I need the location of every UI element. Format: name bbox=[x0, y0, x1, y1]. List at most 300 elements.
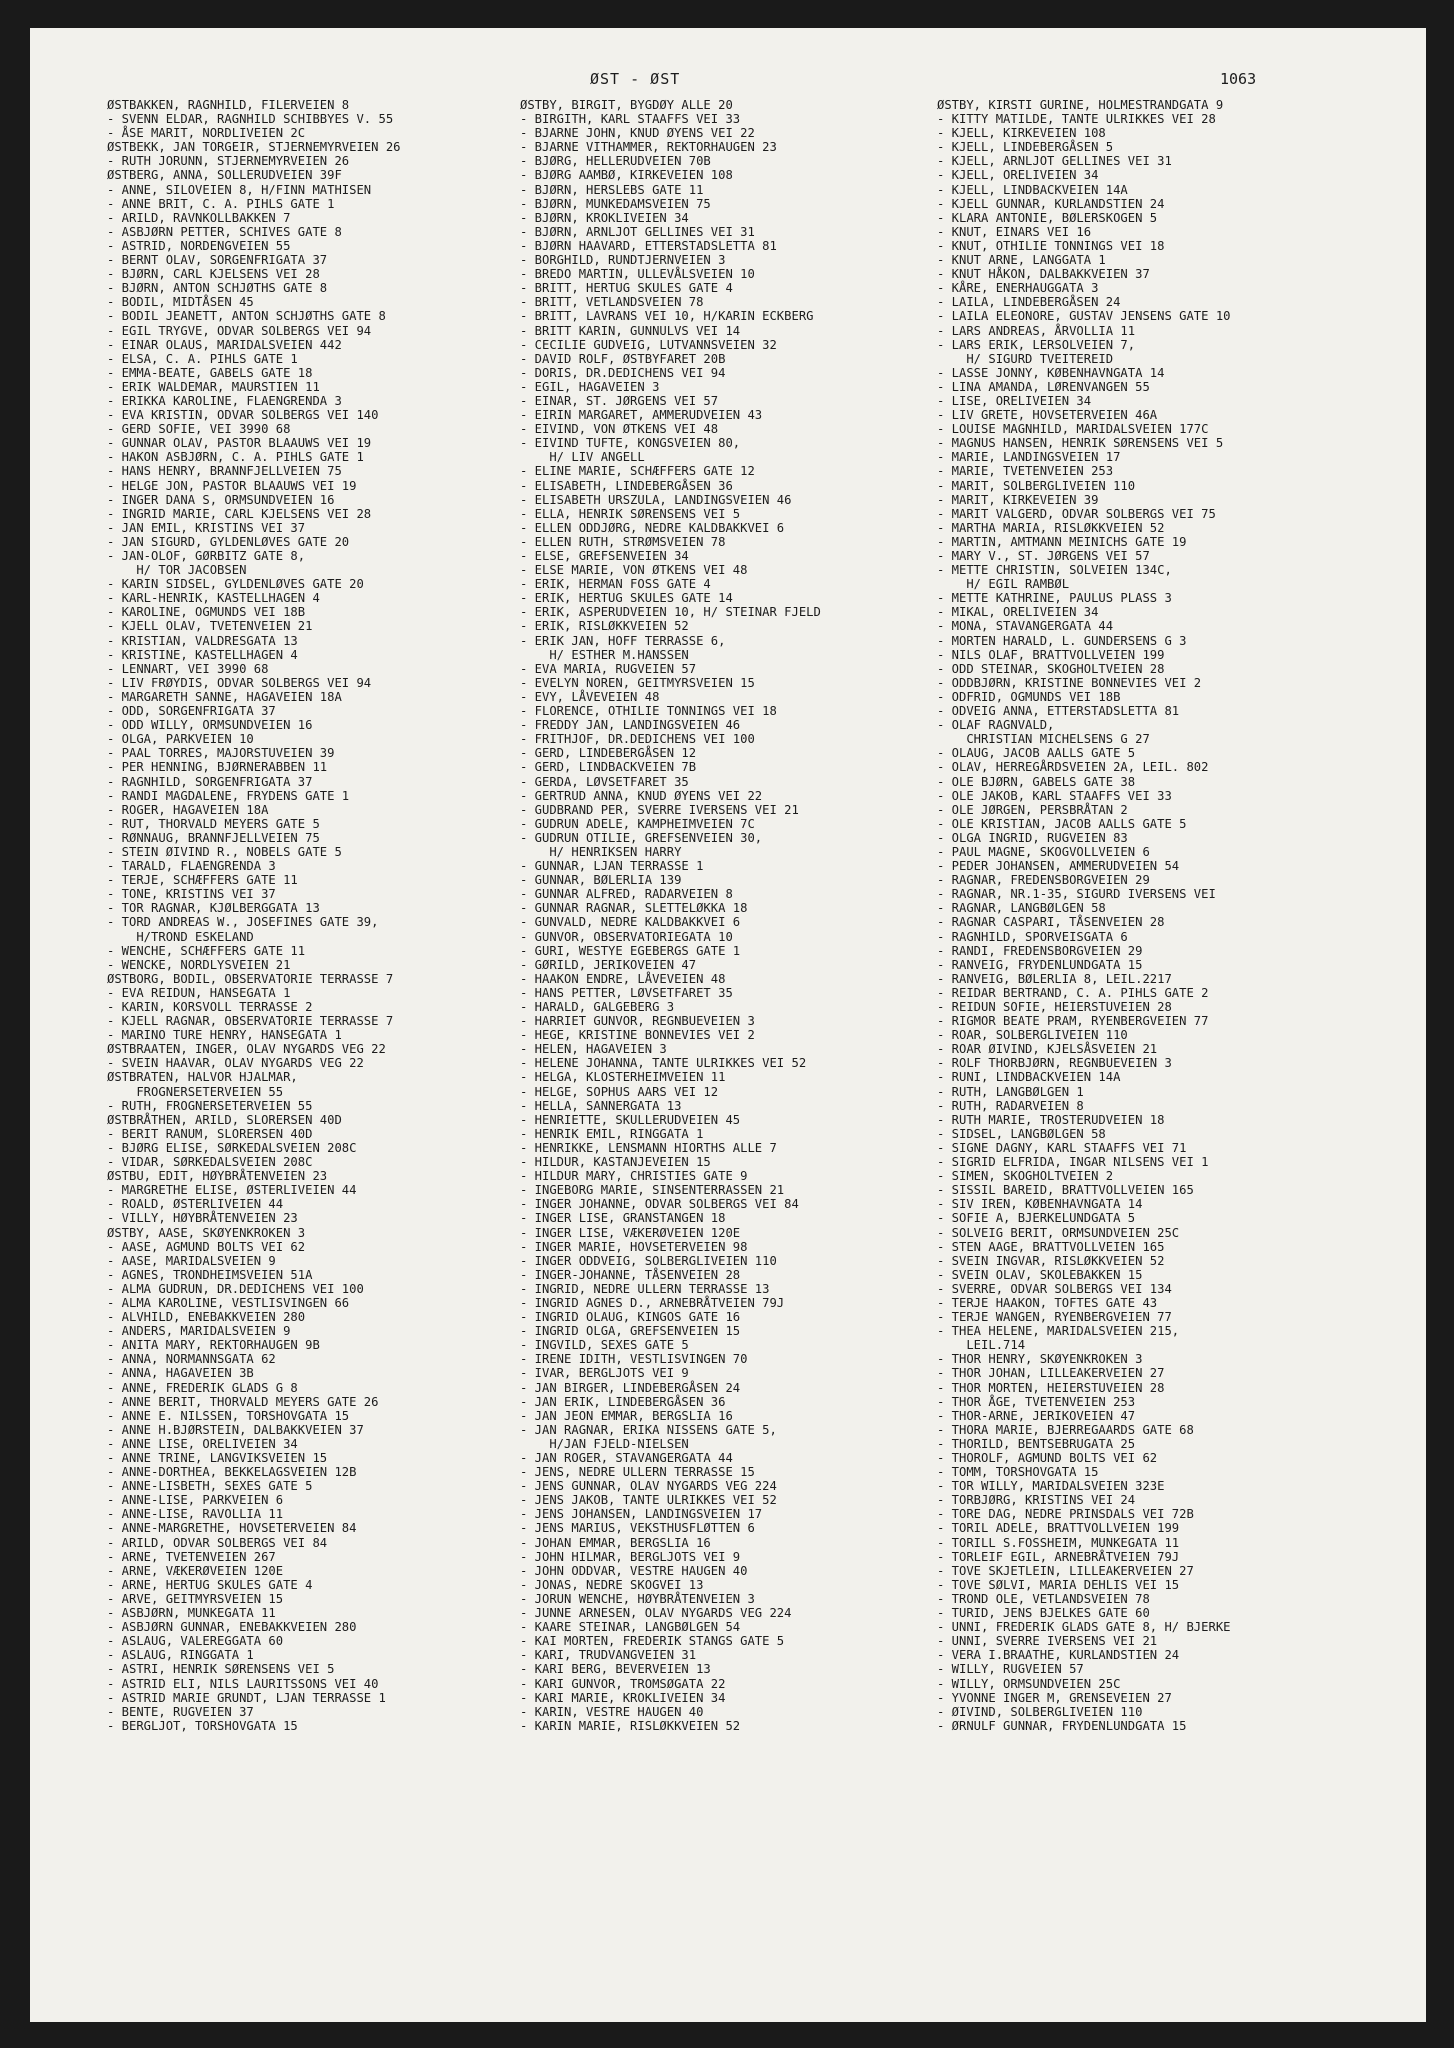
directory-entry: - BJØRN, ARNLJOT GELLINES VEI 31 bbox=[520, 224, 755, 239]
directory-entry: - TORILL S.FOSSHEIM, MUNKEGATA 11 bbox=[937, 1535, 1180, 1550]
directory-entry: - GERD, LINDEBERGÅSEN 12 bbox=[520, 746, 697, 761]
directory-entry: - ANNE, SILOVEIEN 8, H/FINN MATHISEN bbox=[107, 182, 372, 197]
directory-entry: - BJØRN HAAVARD, ETTERSTADSLETTA 81 bbox=[520, 238, 777, 253]
directory-entry: - ARVE, GEITMYRSVEIEN 15 bbox=[107, 1591, 284, 1606]
directory-entry: - GERD, LINDBACKVEIEN 7B bbox=[520, 760, 697, 775]
directory-entry: - ODD STEINAR, SKOGHOLTVEIEN 28 bbox=[937, 661, 1165, 676]
directory-entry: - SIGNE DAGNY, KARL STAAFFS VEI 71 bbox=[937, 1140, 1187, 1155]
directory-entry: ØSTBAKKEN, RAGNHILD, FILERVEIEN 8 bbox=[107, 98, 350, 112]
directory-entry: - ANNE-MARGRETHE, HOVSETERVEIEN 84 bbox=[107, 1521, 357, 1536]
directory-entry: - KJELL, ORELIVEIEN 34 bbox=[937, 168, 1099, 183]
directory-entry: - SVEIN HAAVAR, OLAV NYGARDS VEG 22 bbox=[107, 1056, 364, 1071]
directory-entry: - ELLEN RUTH, STRØMSVEIEN 78 bbox=[520, 534, 726, 549]
directory-entry: - ANNA, NORMANNSGATA 62 bbox=[107, 1352, 276, 1367]
directory-entry: - SIGRID ELFRIDA, INGAR NILSENS VEI 1 bbox=[937, 1155, 1209, 1170]
directory-entry: - ANNE-LISE, PARKVEIEN 6 bbox=[107, 1493, 284, 1508]
directory-entry: - KJELL, LINDBACKVEIEN 14A bbox=[937, 182, 1128, 197]
directory-entry: - BRITT KARIN, GUNNULVS VEI 14 bbox=[520, 323, 741, 338]
directory-entry: - SISSIL BAREID, BRATTVOLLVEIEN 165 bbox=[937, 1183, 1194, 1198]
directory-entry: - RANVEIG, FRYDENLUNDGATA 15 bbox=[937, 957, 1143, 972]
directory-entry: H/ HENRIKSEN HARRY bbox=[520, 844, 682, 859]
directory-entry: - TORBJØRG, KRISTINS VEI 24 bbox=[937, 1493, 1136, 1508]
directory-entry: - ERIK, HERTUG SKULES GATE 14 bbox=[520, 591, 733, 606]
directory-entry: - BJØRN, ANTON SCHJØTHS GATE 8 bbox=[107, 281, 328, 296]
directory-entry: H/ ESTHER M.HANSSEN bbox=[520, 647, 689, 662]
directory-entry: - ELSA, C. A. PIHLS GATE 1 bbox=[107, 351, 298, 366]
directory-entry: - HAAKON ENDRE, LÅVEVEIEN 48 bbox=[520, 971, 726, 986]
directory-entry: - WILLY, ORMSUNDVEIEN 25C bbox=[937, 1676, 1121, 1691]
directory-entry: ØSTBEKK, JAN TORGEIR, STJERNEMYRVEIEN 26 bbox=[107, 140, 401, 155]
page-number: 1063 bbox=[1220, 70, 1257, 88]
directory-entry: - RAGNAR CASPARI, TÅSENVEIEN 28 bbox=[937, 915, 1165, 930]
directory-entry: - ELLA, HENRIK SØRENSENS VEI 5 bbox=[520, 506, 741, 521]
directory-entry: - OLAV, HERREGÅRDSVEIEN 2A, LEIL. 802 bbox=[937, 760, 1209, 775]
directory-entry: - INGER LISE, GRANSTANGEN 18 bbox=[520, 1211, 726, 1226]
directory-entry: - JAN SIGURD, GYLDENLØVES GATE 20 bbox=[107, 534, 350, 549]
directory-entry: - TONE, KRISTINS VEI 37 bbox=[107, 887, 276, 902]
directory-entry: - RUTH, FROGNERSETERVEIEN 55 bbox=[107, 1098, 313, 1113]
directory-entry: - INGRID AGNES D., ARNEBRÅTVEIEN 79J bbox=[520, 1295, 785, 1310]
directory-entry: - OLE JØRGEN, PERSBRÅTAN 2 bbox=[937, 802, 1128, 817]
directory-entry: - FLORENCE, OTHILIE TONNINGS VEI 18 bbox=[520, 704, 777, 719]
directory-entry: - TOMM, TORSHOVGATA 15 bbox=[937, 1465, 1099, 1480]
directory-entry: - LISE, ORELIVEIEN 34 bbox=[937, 393, 1092, 408]
directory-entry: - LAILA ELEONORE, GUSTAV JENSENS GATE 10 bbox=[937, 309, 1231, 324]
directory-entry: - RAGNHILD, SORGENFRIGATA 37 bbox=[107, 774, 313, 789]
directory-entry: - RUTH JORUNN, STJERNEMYRVEIEN 26 bbox=[107, 154, 350, 169]
directory-entry: - LAILA, LINDEBERGÅSEN 24 bbox=[937, 295, 1121, 310]
directory-entry: - VERA I.BRAATHE, KURLANDSTIEN 24 bbox=[937, 1648, 1180, 1663]
directory-entry: - INGEBORG MARIE, SINSENTERRASSEN 21 bbox=[520, 1183, 785, 1198]
directory-entry: - EVY, LÅVEVEIEN 48 bbox=[520, 689, 660, 704]
directory-entry: - JENS MARIUS, VEKSTHUSFLØTTEN 6 bbox=[520, 1521, 755, 1536]
directory-entry: - ROALD, ØSTERLIVEIEN 44 bbox=[107, 1197, 284, 1212]
directory-entry: - TERJE WANGEN, RYENBERGVEIEN 77 bbox=[937, 1310, 1172, 1325]
directory-entry: - RAGNAR, FREDENSBORGVEIEN 29 bbox=[937, 873, 1150, 888]
directory-entry: - JOHN HILMAR, BERGLJOTS VEI 9 bbox=[520, 1549, 741, 1564]
directory-entry: - GUNNAR OLAV, PASTOR BLAAUWS VEI 19 bbox=[107, 436, 372, 451]
directory-entry: - KÅRE, ENERHAUGGATA 3 bbox=[937, 281, 1099, 296]
column-2 bbox=[520, 98, 950, 1733]
directory-entry: - ANITA MARY, REKTORHAUGEN 9B bbox=[107, 1338, 320, 1353]
directory-entry: - FREDDY JAN, LANDINGSVEIEN 46 bbox=[520, 718, 741, 733]
directory-entry: - GERDA, LØVSETFARET 35 bbox=[520, 774, 689, 789]
directory-entry: - ELISABETH, LINDEBERGÅSEN 36 bbox=[520, 478, 733, 493]
directory-entry: - HELGE, SOPHUS AARS VEI 12 bbox=[520, 1084, 719, 1099]
directory-entry: - KJELL, ARNLJOT GELLINES VEI 31 bbox=[937, 154, 1172, 169]
directory-entry: - BRITT, LAVRANS VEI 10, H/KARIN ECKBERG bbox=[520, 309, 814, 324]
directory-entry: - GURI, WESTYE EGEBERGS GATE 1 bbox=[520, 943, 741, 958]
directory-entry: - MARGARETH SANNE, HAGAVEIEN 18A bbox=[107, 689, 342, 704]
directory-entry: - THORA MARIE, BJERREGAARDS GATE 68 bbox=[937, 1422, 1194, 1437]
directory-entry: - ROAR, SOLBERGLIVEIEN 110 bbox=[937, 1028, 1128, 1043]
directory-entry: - ALVHILD, ENEBAKKVEIEN 280 bbox=[107, 1310, 306, 1325]
directory-entry: - BJØRN, MUNKEDAMSVEIEN 75 bbox=[520, 196, 711, 211]
directory-entry: - LIV FRØYDIS, ODVAR SOLBERGS VEI 94 bbox=[107, 675, 372, 690]
directory-entry: - ANNE-LISBETH, SEXES GATE 5 bbox=[107, 1479, 313, 1494]
directory-entry: - KARIN MARIE, RISLØKKVEIEN 52 bbox=[520, 1718, 741, 1733]
directory-entry: - SVENN ELDAR, RAGNHILD SCHIBBYES V. 55 bbox=[107, 112, 394, 127]
directory-entry: - BJØRG AAMBØ, KIRKEVEIEN 108 bbox=[520, 168, 733, 183]
directory-entry: - INGER DANA S, ORMSUNDVEIEN 16 bbox=[107, 492, 335, 507]
directory-entry: - JENS GUNNAR, OLAV NYGARDS VEG 224 bbox=[520, 1479, 777, 1494]
directory-entry: - INGER ODDVEIG, SOLBERGLIVEIEN 110 bbox=[520, 1253, 777, 1268]
directory-entry: H/TROND ESKELAND bbox=[107, 929, 254, 944]
directory-entry: - ANDERS, MARIDALSVEIEN 9 bbox=[107, 1324, 291, 1339]
directory-entry: - EGIL TRYGVE, ODVAR SOLBERGS VEI 94 bbox=[107, 323, 372, 338]
directory-entry: H/ SIGURD TVEITEREID bbox=[937, 351, 1114, 366]
directory-entry: - ARNE, HERTUG SKULES GATE 4 bbox=[107, 1577, 313, 1592]
directory-entry: - MAGNUS HANSEN, HENRIK SØRENSENS VEI 5 bbox=[937, 436, 1224, 451]
directory-entry: - JORUN WENCHE, HØYBRÅTENVEIEN 3 bbox=[520, 1591, 755, 1606]
directory-entry: - KJELL RAGNAR, OBSERVATORIE TERRASSE 7 bbox=[107, 1014, 394, 1029]
directory-entry: - ERIKKA KAROLINE, FLAENGRENDA 3 bbox=[107, 393, 342, 408]
directory-entry: - SVEIN INGVAR, RISLØKKVEIEN 52 bbox=[937, 1253, 1165, 1268]
directory-entry: - NILS OLAF, BRATTVOLLVEIEN 199 bbox=[937, 647, 1165, 662]
directory-entry: - DAVID ROLF, ØSTBYFARET 20B bbox=[520, 351, 726, 366]
directory-entry: - GERTRUD ANNA, KNUD ØYENS VEI 22 bbox=[520, 788, 763, 803]
directory-entry: - BJARNE VITHAMMER, REKTORHAUGEN 23 bbox=[520, 140, 777, 155]
directory-entry: - KJELL, KIRKEVEIEN 108 bbox=[937, 126, 1106, 141]
directory-entry: - ANNE, FREDERIK GLADS G 8 bbox=[107, 1380, 298, 1395]
directory-entry: - BORGHILD, RUNDTJERNVEIEN 3 bbox=[520, 253, 726, 268]
directory-entry: - AASE, MARIDALSVEIEN 9 bbox=[107, 1253, 276, 1268]
directory-entry: - THOR MORTEN, HEIERSTUVEIEN 28 bbox=[937, 1380, 1165, 1395]
directory-entry: - SOFIE A, BJERKELUNDGATA 5 bbox=[937, 1211, 1136, 1226]
directory-entry: - REIDAR BERTRAND, C. A. PIHLS GATE 2 bbox=[937, 985, 1209, 1000]
directory-entry: - HELLA, SANNERGATA 13 bbox=[520, 1098, 682, 1113]
directory-entry: - JAN-OLOF, GØRBITZ GATE 8, bbox=[107, 549, 306, 563]
directory-entry: - BREDO MARTIN, ULLEVÅLSVEIEN 10 bbox=[520, 267, 755, 282]
directory-entry: - MARIT, KIRKEVEIEN 39 bbox=[937, 492, 1099, 507]
directory-entry: - KARI BERG, BEVERVEIEN 13 bbox=[520, 1662, 711, 1677]
directory-entry: - TOR RAGNAR, KJØLBERGGATA 13 bbox=[107, 901, 320, 916]
directory-entry: - JUNNE ARNESEN, OLAV NYGARDS VEG 224 bbox=[520, 1606, 792, 1621]
directory-entry: - ELSE MARIE, VON ØTKENS VEI 48 bbox=[520, 563, 748, 578]
directory-entry: ØSTBU, EDIT, HØYBRÅTENVEIEN 23 bbox=[107, 1169, 328, 1184]
directory-entry: - ASBJØRN, MUNKEGATA 11 bbox=[107, 1606, 276, 1621]
directory-entry: - JOHAN EMMAR, BERGSLIA 16 bbox=[520, 1535, 711, 1550]
directory-entry: - HILDUR MARY, CHRISTIES GATE 9 bbox=[520, 1169, 748, 1184]
directory-entry: - THOR ÅGE, TVETENVEIEN 253 bbox=[937, 1394, 1136, 1409]
directory-entry: - BJARNE JOHN, KNUD ØYENS VEI 22 bbox=[520, 126, 755, 141]
directory-entry: ØSTBORG, BODIL, OBSERVATORIE TERRASSE 7 bbox=[107, 971, 394, 986]
directory-entry: - KARI MARIE, KROKLIVEIEN 34 bbox=[520, 1690, 726, 1705]
directory-entry: - GUDBRAND PER, SVERRE IVERSENS VEI 21 bbox=[520, 802, 799, 817]
directory-entry: - INGRID MARIE, CARL KJELSENS VEI 28 bbox=[107, 506, 372, 521]
directory-entry: - INGVILD, SEXES GATE 5 bbox=[520, 1338, 689, 1353]
directory-entry: - ARNE, TVETENVEIEN 267 bbox=[107, 1549, 276, 1564]
directory-entry: - LASSE JONNY, KØBENHAVNGATA 14 bbox=[937, 365, 1165, 380]
directory-entry: - EIRIN MARGARET, AMMERUDVEIEN 43 bbox=[520, 408, 763, 423]
directory-entry: - ODVEIG ANNA, ETTERSTADSLETTA 81 bbox=[937, 704, 1180, 719]
directory-entry: - SVEIN OLAV, SKOLEBAKKEN 15 bbox=[937, 1267, 1143, 1282]
directory-entry: - LIV GRETE, HOVSETERVEIEN 46A bbox=[937, 408, 1158, 423]
directory-entry: - TOVE SØLVI, MARIA DEHLIS VEI 15 bbox=[937, 1577, 1180, 1592]
directory-entry: LEIL.714 bbox=[937, 1338, 1026, 1353]
directory-entry: - BODIL JEANETT, ANTON SCHJØTHS GATE 8 bbox=[107, 309, 386, 324]
directory-entry: - GERD SOFIE, VEI 3990 68 bbox=[107, 422, 291, 437]
directory-entry: - TORIL ADELE, BRATTVOLLVEIEN 199 bbox=[937, 1521, 1180, 1536]
directory-entry: - TERJE, SCHÆFFERS GATE 11 bbox=[107, 873, 298, 888]
directory-entry: - OLAF RAGNVALD, bbox=[937, 718, 1055, 733]
directory-entry: - LOUISE MAGNHILD, MARIDALSVEIEN 177C bbox=[937, 422, 1209, 437]
directory-entry: - THOR JOHAN, LILLEAKERVEIEN 27 bbox=[937, 1366, 1165, 1381]
directory-entry: ØSTBRÅTHEN, ARILD, SLORERSEN 40D bbox=[107, 1112, 342, 1127]
directory-entry: - INGER-JOHANNE, TÅSENVEIEN 28 bbox=[520, 1267, 741, 1282]
directory-entry: - BODIL, MIDTÅSEN 45 bbox=[107, 295, 254, 310]
directory-entry: - MARINO TURE HENRY, HANSEGATA 1 bbox=[107, 1028, 342, 1043]
directory-entry: - ASTRID MARIE GRUNDT, LJAN TERRASSE 1 bbox=[107, 1690, 386, 1705]
directory-entry: - ÅSE MARIT, NORDLIVEIEN 2C bbox=[107, 126, 306, 141]
directory-entry: - GUNNAR, BØLERLIA 139 bbox=[520, 873, 682, 888]
directory-entry: - ANNE H.BJØRSTEIN, DALBAKKVEIEN 37 bbox=[107, 1422, 364, 1437]
directory-entry: - KARL-HENRIK, KASTELLHAGEN 4 bbox=[107, 591, 320, 606]
directory-entry: - ELISABETH URSZULA, LANDINGSVEIEN 46 bbox=[520, 492, 792, 507]
directory-entry: - RUTH, RADARVEIEN 8 bbox=[937, 1098, 1084, 1113]
directory-entry: ØSTBRAATEN, INGER, OLAV NYGARDS VEG 22 bbox=[107, 1042, 386, 1057]
directory-entry: - KARIN, VESTRE HAUGEN 40 bbox=[520, 1704, 704, 1719]
directory-entry: - JONAS, NEDRE SKOGVEI 13 bbox=[520, 1577, 704, 1592]
directory-entry: - RAGNAR, NR.1-35, SIGURD IVERSENS VEI bbox=[937, 887, 1216, 902]
directory-entry: - BERIT RANUM, SLORERSEN 40D bbox=[107, 1126, 313, 1141]
directory-entry: - ERIK, HERMAN FOSS GATE 4 bbox=[520, 577, 711, 592]
directory-entry: - ASBJØRN PETTER, SCHIVES GATE 8 bbox=[107, 224, 342, 239]
directory-entry: - JAN ROGER, STAVANGERGATA 44 bbox=[520, 1451, 733, 1465]
directory-entry: - KARIN SIDSEL, GYLDENLØVES GATE 20 bbox=[107, 577, 364, 592]
directory-entry: - HELENE JOHANNA, TANTE ULRIKKES VEI 52 bbox=[520, 1056, 807, 1071]
directory-entry: - MARY V., ST. JØRGENS VEI 57 bbox=[937, 549, 1150, 563]
directory-entry: - ALMA KAROLINE, VESTLISVINGEN 66 bbox=[107, 1295, 350, 1310]
directory-entry: - EINAR, ST. JØRGENS VEI 57 bbox=[520, 393, 719, 408]
directory-entry: - KRISTINE, KASTELLHAGEN 4 bbox=[107, 647, 298, 662]
directory-entry: - ERIK, ASPERUDVEIEN 10, H/ STEINAR FJELD bbox=[520, 605, 821, 620]
directory-entry: - JAN EMIL, KRISTINS VEI 37 bbox=[107, 520, 306, 535]
directory-entry: - WILLY, RUGVEIEN 57 bbox=[937, 1662, 1084, 1677]
directory-entry: - EINAR OLAUS, MARIDALSVEIEN 442 bbox=[107, 337, 342, 352]
directory-entry: - PEDER JOHANSEN, AMMERUDVEIEN 54 bbox=[937, 859, 1180, 874]
directory-entry: - JAN RAGNAR, ERIKA NISSENS GATE 5, bbox=[520, 1422, 777, 1437]
directory-entry: - BJØRN, CARL KJELSENS VEI 28 bbox=[107, 267, 320, 282]
directory-entry: CHRISTIAN MICHELSENS G 27 bbox=[937, 732, 1150, 747]
directory-entry: - RANVEIG, BØLERLIA 8, LEIL.2217 bbox=[937, 971, 1172, 986]
directory-entry: - GUNVOR, OBSERVATORIEGATA 10 bbox=[520, 929, 733, 944]
directory-entry: - EVELYN NOREN, GEITMYRSVEIEN 15 bbox=[520, 675, 755, 690]
directory-entry: - GUDRUN OTILIE, GREFSENVEIEN 30, bbox=[520, 830, 763, 845]
directory-entry: - KARI GUNVOR, TROMSØGATA 22 bbox=[520, 1676, 726, 1691]
directory-entry: - KNUT ARNE, LANGGATA 1 bbox=[937, 253, 1106, 268]
directory-entry: - STEN AAGE, BRATTVOLLVEIEN 165 bbox=[937, 1239, 1165, 1254]
directory-entry: - OLGA, PARKVEIEN 10 bbox=[107, 732, 254, 747]
directory-entry: - ELLEN ODDJØRG, NEDRE KALDBAKKVEI 6 bbox=[520, 520, 785, 535]
directory-entry: - EVA MARIA, RUGVEIEN 57 bbox=[520, 661, 697, 676]
directory-entry: - VILLY, HØYBRÅTENVEIEN 23 bbox=[107, 1211, 298, 1226]
directory-entry: - ASTRI, HENRIK SØRENSENS VEI 5 bbox=[107, 1662, 335, 1677]
directory-entry: - EIVIND, VON ØTKENS VEI 48 bbox=[520, 422, 719, 437]
directory-entry: - OLE KRISTIAN, JACOB AALLS GATE 5 bbox=[937, 816, 1187, 831]
column-3 bbox=[937, 98, 1367, 1733]
directory-entry: - MORTEN HARALD, L. GUNDERSENS G 3 bbox=[937, 633, 1187, 648]
directory-entry: - MARGRETHE ELISE, ØSTERLIVEIEN 44 bbox=[107, 1183, 357, 1198]
directory-entry: - LARS ANDREAS, ÅRVOLLIA 11 bbox=[937, 323, 1136, 338]
directory-entry: - KAROLINE, OGMUNDS VEI 18B bbox=[107, 605, 306, 620]
directory-entry: - ASBJØRN GUNNAR, ENEBAKKVEIEN 280 bbox=[107, 1620, 357, 1635]
directory-entry: - MIKAL, ORELIVEIEN 34 bbox=[937, 605, 1099, 620]
directory-entry: - KAI MORTEN, FREDERIK STANGS GATE 5 bbox=[520, 1634, 785, 1649]
directory-entry: - BJØRG ELISE, SØRKEDALSVEIEN 208C bbox=[107, 1140, 357, 1155]
directory-entry: - KJELL GUNNAR, KURLANDSTIEN 24 bbox=[937, 196, 1165, 211]
directory-entry: - INGRID OLAUG, KINGOS GATE 16 bbox=[520, 1310, 741, 1325]
directory-entry: - RUTH MARIE, TROSTERUDVEIEN 18 bbox=[937, 1112, 1165, 1127]
directory-entry: - OLGA INGRID, RUGVEIEN 83 bbox=[937, 830, 1128, 845]
directory-entry: - FRITHJOF, DR.DEDICHENS VEI 100 bbox=[520, 732, 755, 747]
directory-entry: - ELINE MARIE, SCHÆFFERS GATE 12 bbox=[520, 464, 755, 479]
directory-entry: - ARNE, VÆKERØVEIEN 120E bbox=[107, 1563, 284, 1578]
directory-entry: - GUNVALD, NEDRE KALDBAKKVEI 6 bbox=[520, 915, 741, 930]
directory-entry: - ELSE, GREFSENVEIEN 34 bbox=[520, 549, 689, 563]
directory-entry: - MARIT, SOLBERGLIVEIEN 110 bbox=[937, 478, 1136, 493]
directory-entry: - LINA AMANDA, LØRENVANGEN 55 bbox=[937, 379, 1150, 394]
directory-entry: - ASTRID, NORDENGVEIEN 55 bbox=[107, 238, 291, 253]
directory-entry: - GUNNAR, LJAN TERRASSE 1 bbox=[520, 859, 704, 874]
directory-entry: - ODD, SORGENFRIGATA 37 bbox=[107, 704, 276, 719]
directory-entry: - BENTE, RUGVEIEN 37 bbox=[107, 1704, 254, 1719]
directory-entry: - INGER LISE, VÆKERØVEIEN 120E bbox=[520, 1225, 741, 1240]
directory-entry: H/ LIV ANGELL bbox=[520, 450, 645, 465]
directory-entry: - ANNA, HAGAVEIEN 3B bbox=[107, 1366, 254, 1381]
directory-entry: - GUNNAR RAGNAR, SLETTELØKKA 18 bbox=[520, 901, 748, 916]
directory-entry: - UNNI, SVERRE IVERSENS VEI 21 bbox=[937, 1634, 1158, 1649]
directory-page bbox=[30, 28, 1426, 2022]
directory-entry: - IRENE IDITH, VESTLISVINGEN 70 bbox=[520, 1352, 748, 1367]
directory-entry: - OLE JAKOB, KARL STAAFFS VEI 33 bbox=[937, 788, 1172, 803]
directory-entry: - ANNE-LISE, RAVOLLIA 11 bbox=[107, 1507, 284, 1522]
directory-entry: - HELGA, KLOSTERHEIMVEIEN 11 bbox=[520, 1070, 726, 1085]
directory-entry: - DORIS, DR.DEDICHENS VEI 94 bbox=[520, 365, 726, 380]
directory-entry: - IVAR, BERGLJOTS VEI 9 bbox=[520, 1366, 689, 1381]
directory-entry: - JAN BIRGER, LINDEBERGÅSEN 24 bbox=[520, 1380, 741, 1395]
directory-entry: - ANNE E. NILSSEN, TORSHOVGATA 15 bbox=[107, 1408, 350, 1423]
directory-entry: - CECILIE GUDVEIG, LUTVANNSVEIEN 32 bbox=[520, 337, 777, 352]
directory-entry: - TORD ANDREAS W., JOSEFINES GATE 39, bbox=[107, 915, 379, 930]
directory-entry: H/JAN FJELD-NIELSEN bbox=[520, 1436, 689, 1451]
directory-entry: - KJELL OLAV, TVETENVEIEN 21 bbox=[107, 619, 313, 634]
directory-entry: - REIDUN SOFIE, HEIERSTUVEIEN 28 bbox=[937, 1000, 1172, 1014]
directory-entry: - ERIK, RISLØKKVEIEN 52 bbox=[520, 619, 689, 634]
directory-entry: - HILDUR, KASTANJEVEIEN 15 bbox=[520, 1155, 711, 1170]
directory-entry: - YVONNE INGER M, GRENSEVEIEN 27 bbox=[937, 1690, 1172, 1705]
directory-entry: - BJØRN, KROKLIVEIEN 34 bbox=[520, 210, 689, 225]
directory-entry: - KAARE STEINAR, LANGBØLGEN 54 bbox=[520, 1620, 741, 1635]
column-1 bbox=[107, 98, 537, 1733]
directory-entry: - BRITT, VETLANDSVEIEN 78 bbox=[520, 295, 704, 310]
directory-entry: - RAGNHILD, SPORVEISGATA 6 bbox=[937, 929, 1128, 944]
directory-entry: - ØIVIND, SOLBERGLIVEIEN 110 bbox=[937, 1704, 1143, 1719]
directory-entry: - PAAL TORRES, MAJORSTUVEIEN 39 bbox=[107, 746, 335, 761]
directory-entry: - HAKON ASBJØRN, C. A. PIHLS GATE 1 bbox=[107, 450, 364, 465]
directory-entry: - THORILD, BENTSEBRUGATA 25 bbox=[937, 1436, 1136, 1451]
directory-entry: - HENRIETTE, SKULLERUDVEIEN 45 bbox=[520, 1112, 741, 1127]
directory-entry: - RØNNAUG, BRANNFJELLVEIEN 75 bbox=[107, 830, 320, 845]
directory-entry: - INGRID, NEDRE ULLERN TERRASSE 13 bbox=[520, 1281, 770, 1296]
directory-entry: ØSTBY, BIRGIT, BYGDØY ALLE 20 bbox=[520, 98, 733, 112]
directory-entry: - TURID, JENS BJELKES GATE 60 bbox=[937, 1606, 1150, 1621]
directory-entry: - EGIL, HAGAVEIEN 3 bbox=[520, 379, 660, 394]
directory-entry: - ASTRID ELI, NILS LAURITSSONS VEI 40 bbox=[107, 1676, 379, 1691]
directory-entry: - INGRID OLGA, GREFSENVEIEN 15 bbox=[520, 1324, 741, 1339]
directory-entry: - HANS HENRY, BRANNFJELLVEIEN 75 bbox=[107, 464, 342, 479]
directory-entry: - TROND OLE, VETLANDSVEIEN 78 bbox=[937, 1591, 1150, 1606]
directory-entry: - GUNNAR ALFRED, RADARVEIEN 8 bbox=[520, 887, 733, 902]
directory-entry: - METTE CHRISTIN, SOLVEIEN 134C, bbox=[937, 563, 1172, 578]
directory-entry: - KARI, TRUDVANGVEIEN 31 bbox=[520, 1648, 697, 1663]
directory-entry: - BERGLJOT, TORSHOVGATA 15 bbox=[107, 1718, 298, 1733]
directory-entry: - SIDSEL, LANGBØLGEN 58 bbox=[937, 1126, 1106, 1141]
directory-entry: - ODD WILLY, ORMSUNDVEIEN 16 bbox=[107, 718, 313, 733]
directory-entry: - HELEN, HAGAVEIEN 3 bbox=[520, 1042, 667, 1057]
directory-entry: - ANNE BRIT, C. A. PIHLS GATE 1 bbox=[107, 196, 335, 211]
directory-entry: - JENS, NEDRE ULLERN TERRASSE 15 bbox=[520, 1465, 755, 1480]
directory-entry: - ERIK WALDEMAR, MAURSTIEN 11 bbox=[107, 379, 320, 394]
directory-entry: - THEA HELENE, MARIDALSVEIEN 215, bbox=[937, 1324, 1180, 1339]
directory-entry: - ANNE TRINE, LANGVIKSVEIEN 15 bbox=[107, 1451, 328, 1465]
directory-entry: - BJØRN, HERSLEBS GATE 11 bbox=[520, 182, 704, 197]
directory-entry: - KNUT, EINARS VEI 16 bbox=[937, 224, 1092, 239]
directory-entry: - HARALD, GALGEBERG 3 bbox=[520, 1000, 675, 1014]
directory-entry: - TORE DAG, NEDRE PRINSDALS VEI 72B bbox=[937, 1507, 1194, 1522]
directory-entry: - MARIE, LANDINGSVEIEN 17 bbox=[937, 450, 1121, 465]
directory-entry: - ROGER, HAGAVEIEN 18A bbox=[107, 802, 269, 817]
directory-entry: - SIMEN, SKOGHOLTVEIEN 2 bbox=[937, 1169, 1114, 1184]
directory-entry: - METTE KATHRINE, PAULUS PLASS 3 bbox=[937, 591, 1172, 606]
directory-entry: - RANDI MAGDALENE, FRYDENS GATE 1 bbox=[107, 788, 350, 803]
directory-entry: - ROLF THORBJØRN, REGNBUEVEIEN 3 bbox=[937, 1056, 1172, 1071]
directory-entry: - KNUT, OTHILIE TONNINGS VEI 18 bbox=[937, 238, 1165, 253]
directory-entry: ØSTBRATEN, HALVOR HJALMAR, bbox=[107, 1070, 298, 1085]
directory-entry: - ANNE BERIT, THORVALD MEYERS GATE 26 bbox=[107, 1394, 379, 1409]
directory-entry: - RUTH, LANGBØLGEN 1 bbox=[937, 1084, 1084, 1099]
directory-entry: - RAGNAR, LANGBØLGEN 58 bbox=[937, 901, 1106, 916]
directory-entry: - JAN JEON EMMAR, BERGSLIA 16 bbox=[520, 1408, 733, 1423]
directory-entry: - HENRIK EMIL, RINGGATA 1 bbox=[520, 1126, 704, 1141]
directory-entry: - SIV IREN, KØBENHAVNGATA 14 bbox=[937, 1197, 1143, 1212]
directory-entry: H/ EGIL RAMBØL bbox=[937, 577, 1070, 592]
directory-entry: - UNNI, FREDERIK GLADS GATE 8, H/ BJERKE bbox=[937, 1620, 1231, 1635]
directory-entry: - MARTIN, AMTMANN MEINICHS GATE 19 bbox=[937, 534, 1187, 549]
directory-entry: - ALMA GUDRUN, DR.DEDICHENS VEI 100 bbox=[107, 1281, 364, 1296]
directory-entry: - OLE BJØRN, GABELS GATE 38 bbox=[937, 774, 1136, 789]
directory-entry: - ANNE LISE, ORELIVEIEN 34 bbox=[107, 1436, 298, 1451]
directory-entry: - BERNT OLAV, SORGENFRIGATA 37 bbox=[107, 253, 328, 268]
directory-entry: - JENS JOHANSEN, LANDINGSVEIEN 17 bbox=[520, 1507, 763, 1522]
directory-entry: - AASE, AGMUND BOLTS VEI 62 bbox=[107, 1239, 306, 1254]
directory-entry: - MARIE, TVETENVEIEN 253 bbox=[937, 464, 1114, 479]
directory-entry: - HELGE JON, PASTOR BLAAUWS VEI 19 bbox=[107, 478, 357, 493]
directory-entry: - AGNES, TRONDHEIMSVEIEN 51A bbox=[107, 1267, 313, 1282]
directory-entry: - THOR HENRY, SKØYENKROKEN 3 bbox=[937, 1352, 1143, 1367]
directory-entry: - GØRILD, JERIKOVEIEN 47 bbox=[520, 957, 697, 972]
directory-entry: - PER HENNING, BJØRNERABBEN 11 bbox=[107, 760, 328, 775]
directory-entry: - TOVE SKJETLEIN, LILLEAKERVEIEN 27 bbox=[937, 1563, 1194, 1578]
directory-entry: - KJELL, LINDEBERGÅSEN 5 bbox=[937, 140, 1114, 155]
directory-entry: - TERJE HAAKON, TOFTES GATE 43 bbox=[937, 1295, 1158, 1310]
directory-entry: - ANNE-DORTHEA, BEKKELAGSVEIEN 12B bbox=[107, 1465, 357, 1480]
directory-entry: - HARRIET GUNVOR, REGNBUEVEIEN 3 bbox=[520, 1014, 755, 1029]
directory-entry: - LARS ERIK, LERSOLVEIEN 7, bbox=[937, 337, 1136, 352]
directory-entry: - BRITT, HERTUG SKULES GATE 4 bbox=[520, 281, 733, 296]
directory-entry: - HEGE, KRISTINE BONNEVIES VEI 2 bbox=[520, 1028, 755, 1043]
directory-entry: - MONA, STAVANGERGATA 44 bbox=[937, 619, 1114, 634]
